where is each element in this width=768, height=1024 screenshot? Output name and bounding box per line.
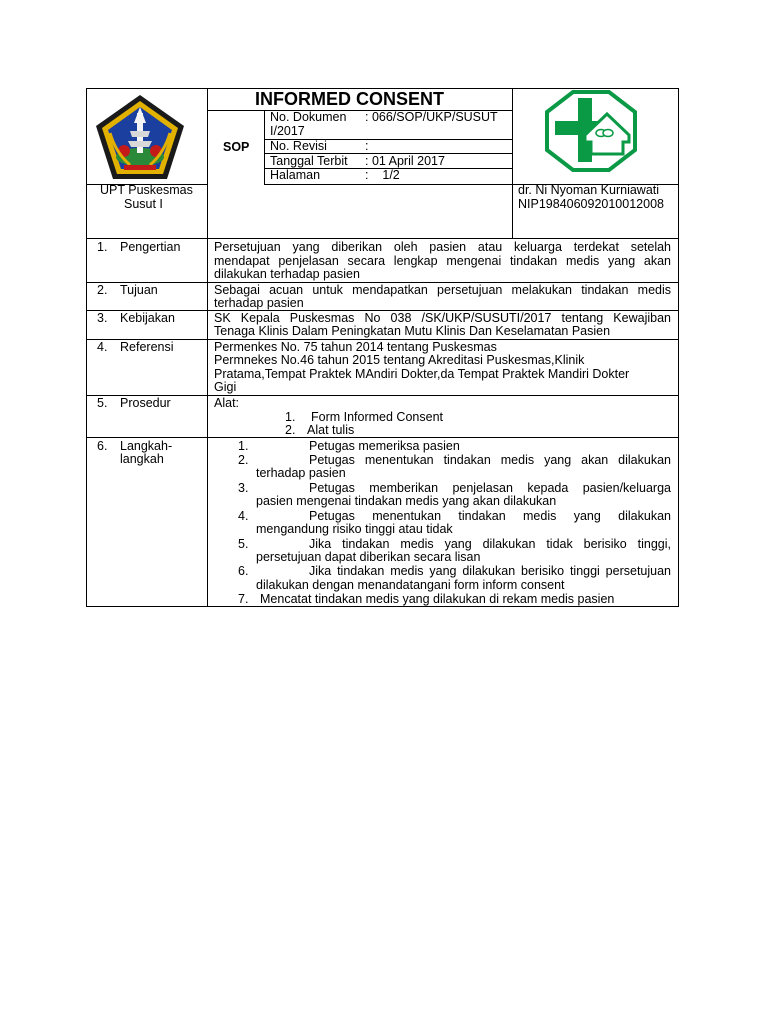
step-number: 5. bbox=[238, 537, 249, 551]
section-text-line: Sebagai acuan untuk mendapatkan persetujuan melakukan tindakan medis bbox=[214, 283, 671, 297]
head-name: dr. Ni Nyoman Kurniawati bbox=[518, 183, 660, 197]
section-label: Pengertian bbox=[120, 240, 181, 254]
section-number: 2. bbox=[97, 283, 108, 297]
section-text-line: Permenkes No. 75 tahun 2014 tentang Puskesmas bbox=[214, 340, 497, 354]
section-text-line: Pratama,Tempat Praktek MAndiri Dokter,da Tempat Praktek Mandiri Dokter bbox=[214, 367, 630, 381]
step-text-cont: dilakukan dengan menandatangani form inform consent bbox=[256, 578, 565, 592]
section-text-line: terhadap pasien bbox=[214, 296, 304, 310]
step-text-cont: mengandung risiko tinggi atau tidak bbox=[256, 522, 453, 536]
section-text-line: Gigi bbox=[214, 380, 237, 394]
step-text-cont: terhadap pasien bbox=[256, 466, 346, 480]
step-text: Mencatat tindakan medis yang dilakukan di rekam medis pasien bbox=[260, 592, 615, 606]
section-text-line: dilakukan terhadap pasien bbox=[214, 267, 360, 281]
list-item: Form Informed Consent bbox=[311, 410, 443, 424]
revision-label: No. Revisi bbox=[270, 139, 327, 153]
step-number: 6. bbox=[238, 564, 249, 578]
section-label: Langkah- bbox=[120, 439, 173, 453]
org-name-line1: UPT Puskesmas bbox=[100, 183, 193, 197]
issue-date-value: : 01 April 2017 bbox=[365, 154, 445, 168]
step-text: Jika tindakan medis yang dilakukan berisiko tinggi persetujuan bbox=[309, 564, 671, 578]
step-number: 3. bbox=[238, 481, 249, 495]
step-text-cont: persetujuan dapat diberikan secara lisan bbox=[256, 550, 481, 564]
step-text: Petugas memberikan penjelasan kepada pasien/keluarga bbox=[309, 481, 671, 495]
section-text-line: SK Kepala Puskesmas No 038 /SK/UKP/SUSUTI/2017 tentang Kewajiban bbox=[214, 311, 671, 325]
section-label: Referensi bbox=[120, 340, 174, 354]
doc-number-value-cont: I/2017 bbox=[270, 124, 305, 138]
issue-date-label: Tanggal Terbit bbox=[270, 154, 348, 168]
section-number: 5. bbox=[97, 396, 108, 410]
section-text-line: Persetujuan yang diberikan oleh pasien atau keluarga terdekat setelah bbox=[214, 240, 671, 254]
org-name-line2: Susut I bbox=[124, 197, 163, 211]
step-number: 2. bbox=[238, 453, 249, 467]
section-number: 3. bbox=[97, 311, 108, 325]
section-label: Kebijakan bbox=[120, 311, 175, 325]
section-label: Prosedur bbox=[120, 396, 171, 410]
section-label: Tujuan bbox=[120, 283, 158, 297]
list-item-number: 1. bbox=[285, 410, 296, 424]
section-text-line: Permnekes No.46 tahun 2015 tentang Akreditasi Puskesmas,Klinik bbox=[214, 353, 585, 367]
sop-label: SOP bbox=[223, 140, 250, 154]
section-number: 4. bbox=[97, 340, 108, 354]
page-value: : 1/2 bbox=[365, 168, 400, 182]
head-nip: NIP198406092010012008 bbox=[518, 197, 664, 211]
page-title: INFORMED CONSENT bbox=[255, 89, 444, 109]
step-text: Jika tindakan medis yang dilakukan tidak berisiko tinggi, bbox=[309, 537, 671, 551]
step-text: Petugas menentukan tindakan medis yang akan dilakukan bbox=[309, 453, 671, 467]
revision-value: : bbox=[365, 139, 369, 153]
list-item-number: 2. bbox=[285, 423, 296, 437]
step-text: Petugas memeriksa pasien bbox=[309, 439, 460, 453]
step-number: 1. bbox=[238, 439, 249, 453]
doc-number-label: No. Dokumen bbox=[270, 110, 347, 124]
procedure-intro: Alat: bbox=[214, 396, 240, 410]
step-number: 4. bbox=[238, 509, 249, 523]
section-text-line: Tenaga Klinis Dalam Peningkatan Mutu Klinis Dan Keselamatan Pasien bbox=[214, 324, 611, 338]
doc-number-value: : 066/SOP/UKP/SUSUT bbox=[365, 110, 498, 124]
section-number: 6. bbox=[97, 439, 108, 453]
section-text-line: mendapat penjelasan secara lengkap mengenai tindakan medis yang akan bbox=[214, 254, 671, 268]
list-item: Alat tulis bbox=[307, 423, 355, 437]
step-number: 7. bbox=[238, 592, 249, 606]
section-number: 1. bbox=[97, 240, 108, 254]
step-text-cont: pasien mengenai tindakan medis yang akan dilakukan bbox=[256, 494, 557, 508]
regency-emblem-icon bbox=[94, 93, 186, 181]
section-label-cont: langkah bbox=[120, 452, 164, 466]
step-text: Petugas menentukan tindakan medis yang dilakukan bbox=[309, 509, 671, 523]
page-label: Halaman bbox=[270, 168, 321, 182]
puskesmas-logo-icon bbox=[545, 90, 637, 172]
